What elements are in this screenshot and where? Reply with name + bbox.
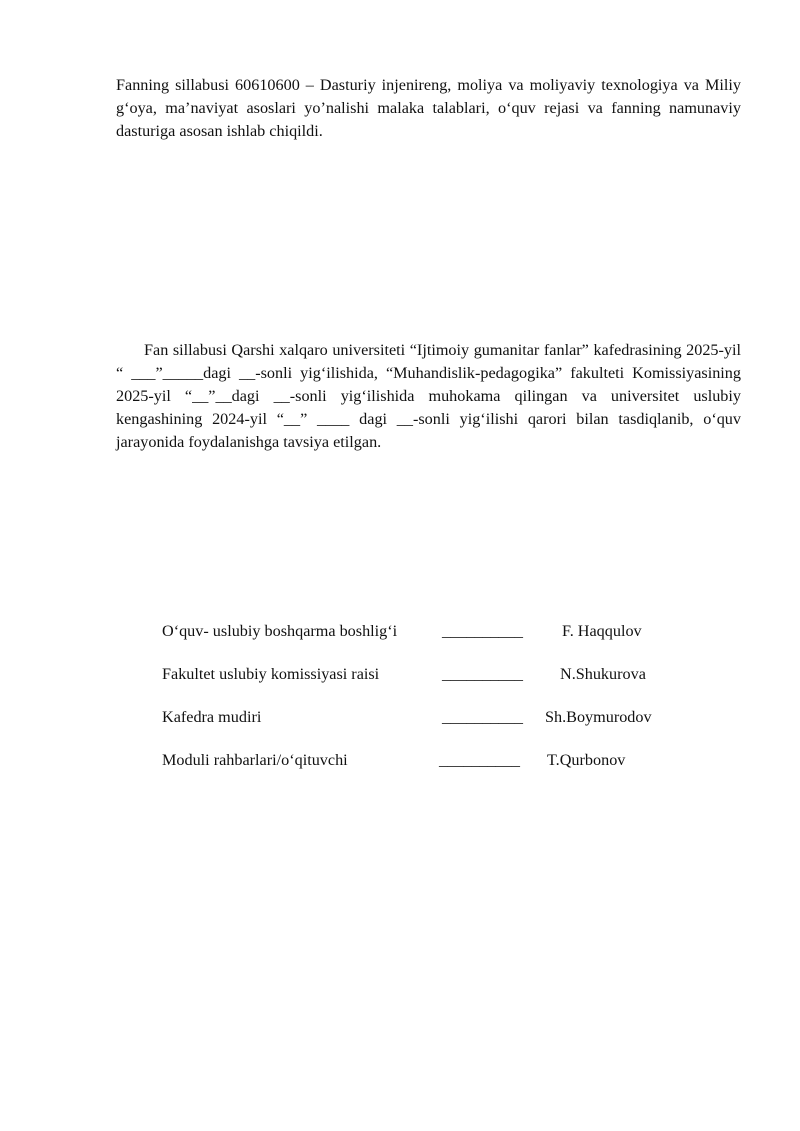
signature-name: N.Shukurova	[560, 665, 646, 683]
intro-paragraph: Fanning sillabusi 60610600 – Dasturiy injenireng, moliya va moliyaviy texnologiya va Miliy g‘oya, ma’naviyat asoslari yo’nalishi malaka talablari, o‘quv rejasi va fanning namunaviy dasturiga asosan ishlab chiqildi.	[116, 76, 741, 140]
signature-line: __________	[442, 622, 523, 640]
signature-role: Moduli rahbarlari/o‘qituvchi	[162, 751, 348, 769]
signature-line: __________	[442, 708, 523, 726]
signature-name: F. Haqqulov	[562, 622, 642, 640]
signature-role: O‘quv- uslubiy boshqarma boshlig‘i	[162, 622, 398, 640]
signature-name: Sh.Boymurodov	[545, 708, 652, 726]
signature-role: Kafedra mudiri	[162, 708, 262, 726]
approval-paragraph: Fan sillabusi Qarshi xalqaro universiteti “Ijtimoiy gumanitar fanlar” kafedrasining 2025-yil “ ___”_____dagi __-sonli yig‘ilishida, “Muhandislik-pedagogika” fakulteti Komissiyasining 2025-yil “__”__dagi __-sonli yig‘ilishida muhokama qilingan va universitet uslubiy kengashining 2024-yil “__” ____ dagi __-sonli yig‘ilishi qarori bilan tasdiqlanib, o‘quv jarayonida foydalanishga tavsiya etilgan.	[116, 341, 741, 451]
signature-line: __________	[442, 665, 523, 683]
signature-role: Fakultet uslubiy komissiyasi raisi	[162, 665, 380, 683]
signature-line: __________	[439, 751, 520, 769]
signature-name: T.Qurbonov	[547, 751, 626, 769]
